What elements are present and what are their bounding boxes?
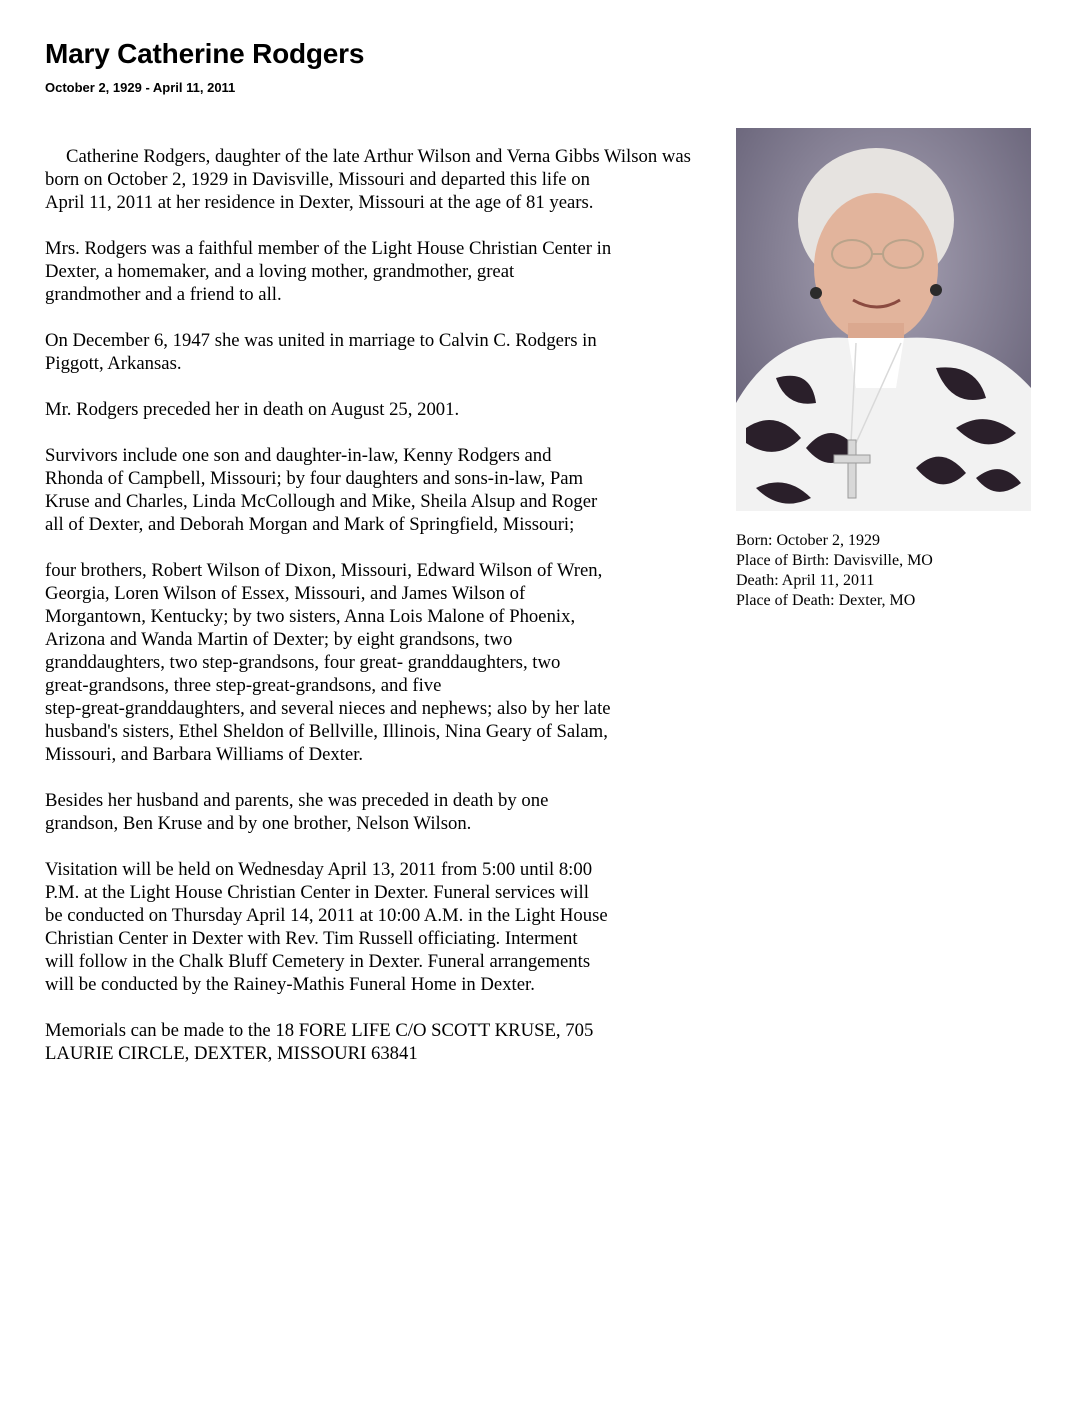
paragraph-line: Morgantown, Kentucky; by two sisters, Anna Lois Malone of Phoenix,: [45, 606, 576, 627]
paragraph-line: Visitation will be held on Wednesday April 13, 2011 from 5:00 until 8:00: [45, 859, 593, 880]
paragraph-membership: [45, 237, 745, 306]
paragraph-intro: [45, 145, 745, 214]
paragraph-line: Christian Center in Dexter with Rev. Tim Russell officiating. Interment: [45, 928, 578, 949]
paragraph-line: Piggott, Arkansas.: [45, 353, 182, 374]
paragraph-line: Memorials can be made to the 18 FORE LIFE C/O SCOTT KRUSE, 705: [45, 1020, 594, 1041]
portrait-photo: [736, 128, 1031, 511]
paragraph-line: Dexter, a homemaker, and a loving mother, grandmother, great: [45, 261, 515, 282]
paragraph-line: Catherine Rodgers, daughter of the late Arthur Wilson and Verna Gibbs Wilson was: [66, 146, 691, 167]
life-dates: October 2, 1929 - April 11, 2011: [45, 80, 236, 95]
paragraph-line: all of Dexter, and Deborah Morgan and Mark of Springfield, Missouri;: [45, 514, 575, 535]
paragraph-line: will follow in the Chalk Bluff Cemetery in Dexter. Funeral arrangements: [45, 951, 591, 972]
paragraph-line: April 11, 2011 at her residence in Dexter, Missouri at the age of 81 years.: [45, 192, 594, 213]
fact-place-of-death: Place of Death: Dexter, MO: [736, 592, 916, 609]
vital-facts: [736, 531, 933, 611]
paragraph-line: grandmother and a friend to all.: [45, 284, 282, 305]
fact-place-of-birth: Place of Birth: Davisville, MO: [736, 552, 933, 569]
obituary-body: [45, 145, 745, 1065]
paragraph-line: LAURIE CIRCLE, DEXTER, MISSOURI 63841: [45, 1043, 418, 1064]
paragraph-line: P.M. at the Light House Christian Center in Dexter. Funeral services will: [45, 882, 589, 903]
paragraph-survivors: [45, 444, 745, 536]
paragraph-line: Missouri, and Barbara Williams of Dexter.: [45, 744, 364, 765]
fact-death: Death: April 11, 2011: [736, 572, 875, 589]
paragraph-line: born on October 2, 1929 in Davisville, Missouri and departed this life on: [45, 169, 590, 190]
paragraph-line: four brothers, Robert Wilson of Dixon, Missouri, Edward Wilson of Wren,: [45, 560, 603, 581]
paragraph-line: granddaughters, two step-grandsons, four great- granddaughters, two: [45, 652, 561, 673]
paragraph-marriage: [45, 329, 745, 375]
paragraph-line: great-grandsons, three step-great-grandsons, and five: [45, 675, 442, 696]
paragraph-line: be conducted on Thursday April 14, 2011 at 10:00 A.M. in the Light House: [45, 905, 608, 926]
paragraph-line: Rhonda of Campbell, Missouri; by four daughters and sons-in-law, Pam: [45, 468, 584, 489]
paragraph-line: Survivors include one son and daughter-in-law, Kenny Rodgers and: [45, 445, 552, 466]
paragraph-memorials: [45, 1019, 745, 1065]
paragraph-line: Besides her husband and parents, she was preceded in death by one: [45, 790, 549, 811]
obituary-name: Mary Catherine Rodgers: [45, 38, 365, 69]
paragraph-line: step-great-granddaughters, and several nieces and nephews; also by her late: [45, 698, 611, 719]
paragraph-husband-death: [45, 398, 745, 421]
paragraph-preceded: [45, 789, 745, 835]
paragraph-services: [45, 858, 745, 996]
paragraph-line: Arizona and Wanda Martin of Dexter; by eight grandsons, two: [45, 629, 513, 650]
paragraph-line: Kruse and Charles, Linda McCollough and Mike, Sheila Alsup and Roger: [45, 491, 598, 512]
paragraph-line: Georgia, Loren Wilson of Essex, Missouri, and James Wilson of: [45, 583, 526, 604]
fact-born: Born: October 2, 1929: [736, 532, 880, 549]
paragraph-line: Mrs. Rodgers was a faithful member of the Light House Christian Center in: [45, 238, 612, 259]
paragraph-line: will be conducted by the Rainey-Mathis Funeral Home in Dexter.: [45, 974, 535, 995]
paragraph-line: grandson, Ben Kruse and by one brother, Nelson Wilson.: [45, 813, 472, 834]
paragraph-siblings-grandchildren: [45, 559, 745, 766]
paragraph-line: husband's sisters, Ethel Sheldon of Bellville, Illinois, Nina Geary of Salam,: [45, 721, 608, 742]
paragraph-line: Mr. Rodgers preceded her in death on August 25, 2001.: [45, 399, 460, 420]
paragraph-line: On December 6, 1947 she was united in marriage to Calvin C. Rodgers in: [45, 330, 597, 351]
